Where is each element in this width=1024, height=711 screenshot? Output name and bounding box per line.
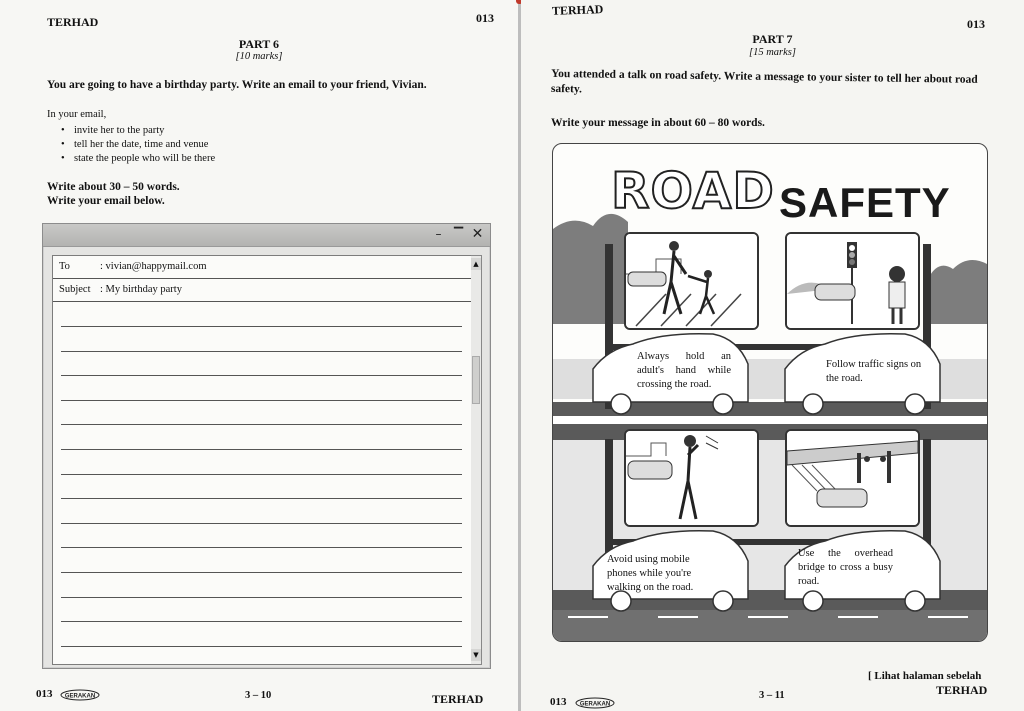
writing-line[interactable]: [61, 646, 462, 647]
poster-title-road: ROAD: [611, 162, 775, 220]
marks-label: [15 marks]: [749, 47, 796, 58]
word-count-instruction: Write about 30 – 50 words.: [47, 181, 180, 193]
part-title: PART 7: [752, 32, 793, 46]
svg-text:GERAKAN: GERAKAN: [579, 701, 611, 708]
header-paper-code: 013: [476, 11, 494, 25]
poster-title-safety: SAFETY: [779, 179, 951, 226]
content-bullet-list: [47, 124, 215, 166]
subject-field-row: [53, 279, 471, 302]
subject-label: Subject: [59, 284, 91, 295]
task-instruction: You attended a talk on road safety. Write a message to your sister to tell her about road safety.: [550, 67, 978, 96]
publisher-logo: [575, 696, 615, 708]
to-label: To: [59, 261, 70, 272]
word-count-instruction: Write your message in about 60 – 80 words.: [551, 117, 765, 129]
scroll-down-icon[interactable]: ▼: [471, 649, 481, 661]
footer-paper-code: 013: [550, 696, 567, 708]
writing-line[interactable]: [61, 351, 462, 352]
footer-paper-code: 013: [36, 688, 53, 700]
scrollbar[interactable]: [471, 255, 482, 665]
minimize-icon[interactable]: –: [435, 227, 442, 241]
email-content-label: In your email,: [47, 109, 107, 120]
scroll-up-icon[interactable]: ▲: [471, 258, 481, 270]
tip-text: Use the overhead bridge to cross a busy road.: [798, 548, 893, 587]
email-window: [42, 223, 491, 669]
part-title: PART 6: [238, 37, 280, 51]
writing-line[interactable]: [61, 326, 462, 327]
writing-line[interactable]: [61, 572, 462, 573]
header-classification: TERHAD: [47, 15, 99, 29]
svg-text:GERAKAN: GERAKAN: [64, 693, 96, 700]
to-field-row: [53, 256, 471, 279]
writing-line[interactable]: [61, 400, 462, 401]
publisher-logo: [60, 688, 100, 700]
header-classification: TERHAD: [551, 2, 604, 18]
maximize-icon[interactable]: ▔: [453, 227, 464, 241]
to-field[interactable]: : vivian@happymail.com: [100, 261, 207, 272]
writing-line[interactable]: [61, 498, 462, 499]
header-paper-code: 013: [967, 17, 985, 31]
writing-line[interactable]: [61, 375, 462, 376]
bullet-item: • state the people who will be there: [47, 152, 215, 166]
writing-line[interactable]: [61, 424, 462, 425]
writing-line[interactable]: [61, 597, 462, 598]
marks-label: [10 marks]: [235, 51, 283, 62]
task-instruction: You are going to have a birthday party. Write an email to your friend, Vivian.: [47, 79, 427, 91]
tip-text: Avoid using mobile phones while you're walking on the road.: [607, 554, 694, 593]
bullet-item: • invite her to the party: [47, 124, 215, 138]
scroll-thumb[interactable]: [472, 356, 480, 404]
writing-line[interactable]: [61, 474, 462, 475]
email-titlebar: [43, 224, 490, 247]
tip-text: Follow traffic signs on the road.: [826, 359, 922, 384]
close-icon[interactable]: ✕: [471, 226, 484, 242]
writing-line[interactable]: [61, 621, 462, 622]
writing-line[interactable]: [61, 449, 462, 450]
footer-classification: TERHAD: [432, 692, 484, 706]
writing-line[interactable]: [61, 547, 462, 548]
page-number: 3 – 11: [759, 690, 785, 701]
bullet-item: • tell her the date, time and venue: [47, 138, 215, 152]
footer-classification: TERHAD: [936, 683, 988, 697]
road-safety-poster: [552, 143, 988, 642]
tip-text: Always hold an adult's hand while crossing the road.: [637, 351, 731, 390]
page-number: 3 – 10: [245, 690, 272, 701]
right-page: [521, 0, 1024, 711]
next-page-note: [ Lihat halaman sebelah: [868, 670, 982, 682]
writing-line[interactable]: [61, 523, 462, 524]
email-compose-area[interactable]: [52, 255, 472, 665]
subject-field[interactable]: : My birthday party: [100, 284, 182, 295]
write-below-instruction: Write your email below.: [47, 195, 165, 207]
